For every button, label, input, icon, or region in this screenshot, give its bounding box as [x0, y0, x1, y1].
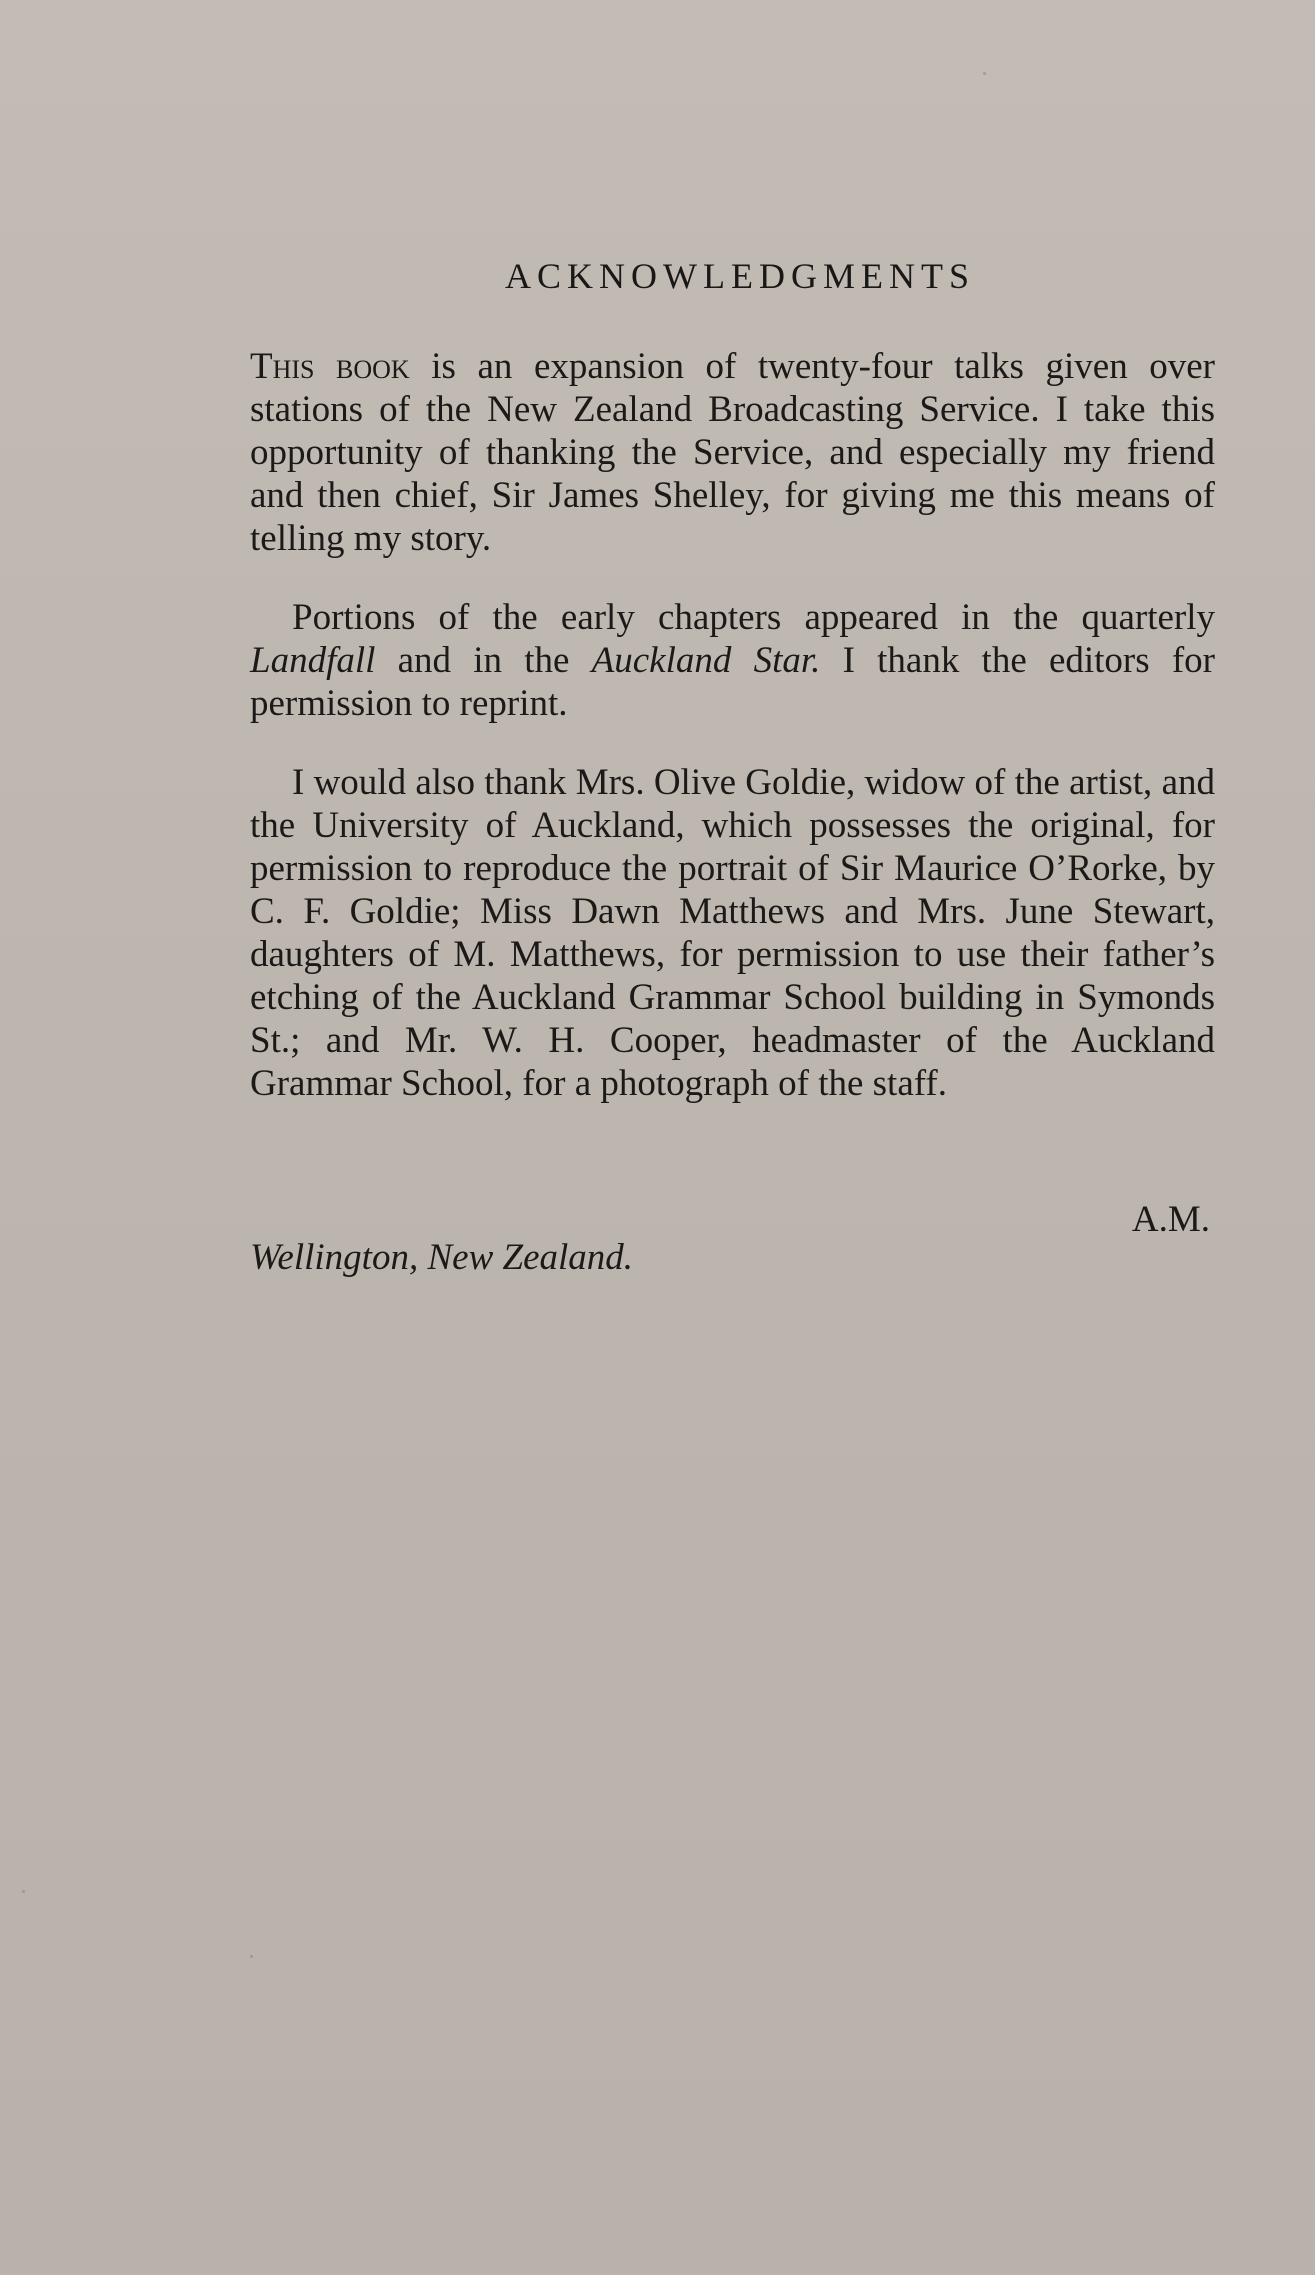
paper-speck [983, 72, 986, 75]
paper-speck [250, 1955, 253, 1958]
acknowledgments-body [250, 345, 1215, 1141]
publication-title-auckland-star: Auckland Star. [591, 640, 821, 681]
paragraph-text: and in the [375, 640, 592, 681]
paragraph-text: Portions of the early chapters appeared in the quarterly [292, 597, 1215, 638]
paragraph-text: I would also thank Mrs. Olive Goldie, widow of the artist, and the University of Auckland, which possesses the original, for permission to reproduce the portrait of Sir Maurice O’Rorke, by C. F. Goldie; Miss Dawn Matthews and Mrs. June Stewart, daughters of M. Matthews, for permission to use their father’s etching of the Auckland Grammar School building in Symonds St.; and Mr. W. H. Cooper, headmaster of the Auckland Grammar School, for a photograph of the staff. [250, 762, 1215, 1104]
paragraph-reprint [250, 596, 1215, 725]
paragraph-broadcasting [250, 345, 1215, 560]
page-title: ACKNOWLEDGMENTS [505, 256, 975, 296]
paragraph-illustrations [250, 761, 1215, 1105]
paper-speck [22, 1890, 25, 1893]
paragraph-text: is an expansion of twenty-four talks given over stations of the New Zealand Broadcasting Service. I take this opportunity of thanking the Service, and especially my friend and then chief, Sir James Shelley, for giving me this means of telling my story. [250, 346, 1215, 559]
publication-title-landfall: Landfall [250, 640, 376, 681]
paragraph-lead-smallcaps: This book [250, 346, 410, 387]
author-initials: A.M. [1131, 1199, 1210, 1240]
paragraph-text: I thank the editors for permission to reprint. [250, 640, 1215, 724]
signature-place: Wellington, New Zealand. [250, 1237, 634, 1278]
